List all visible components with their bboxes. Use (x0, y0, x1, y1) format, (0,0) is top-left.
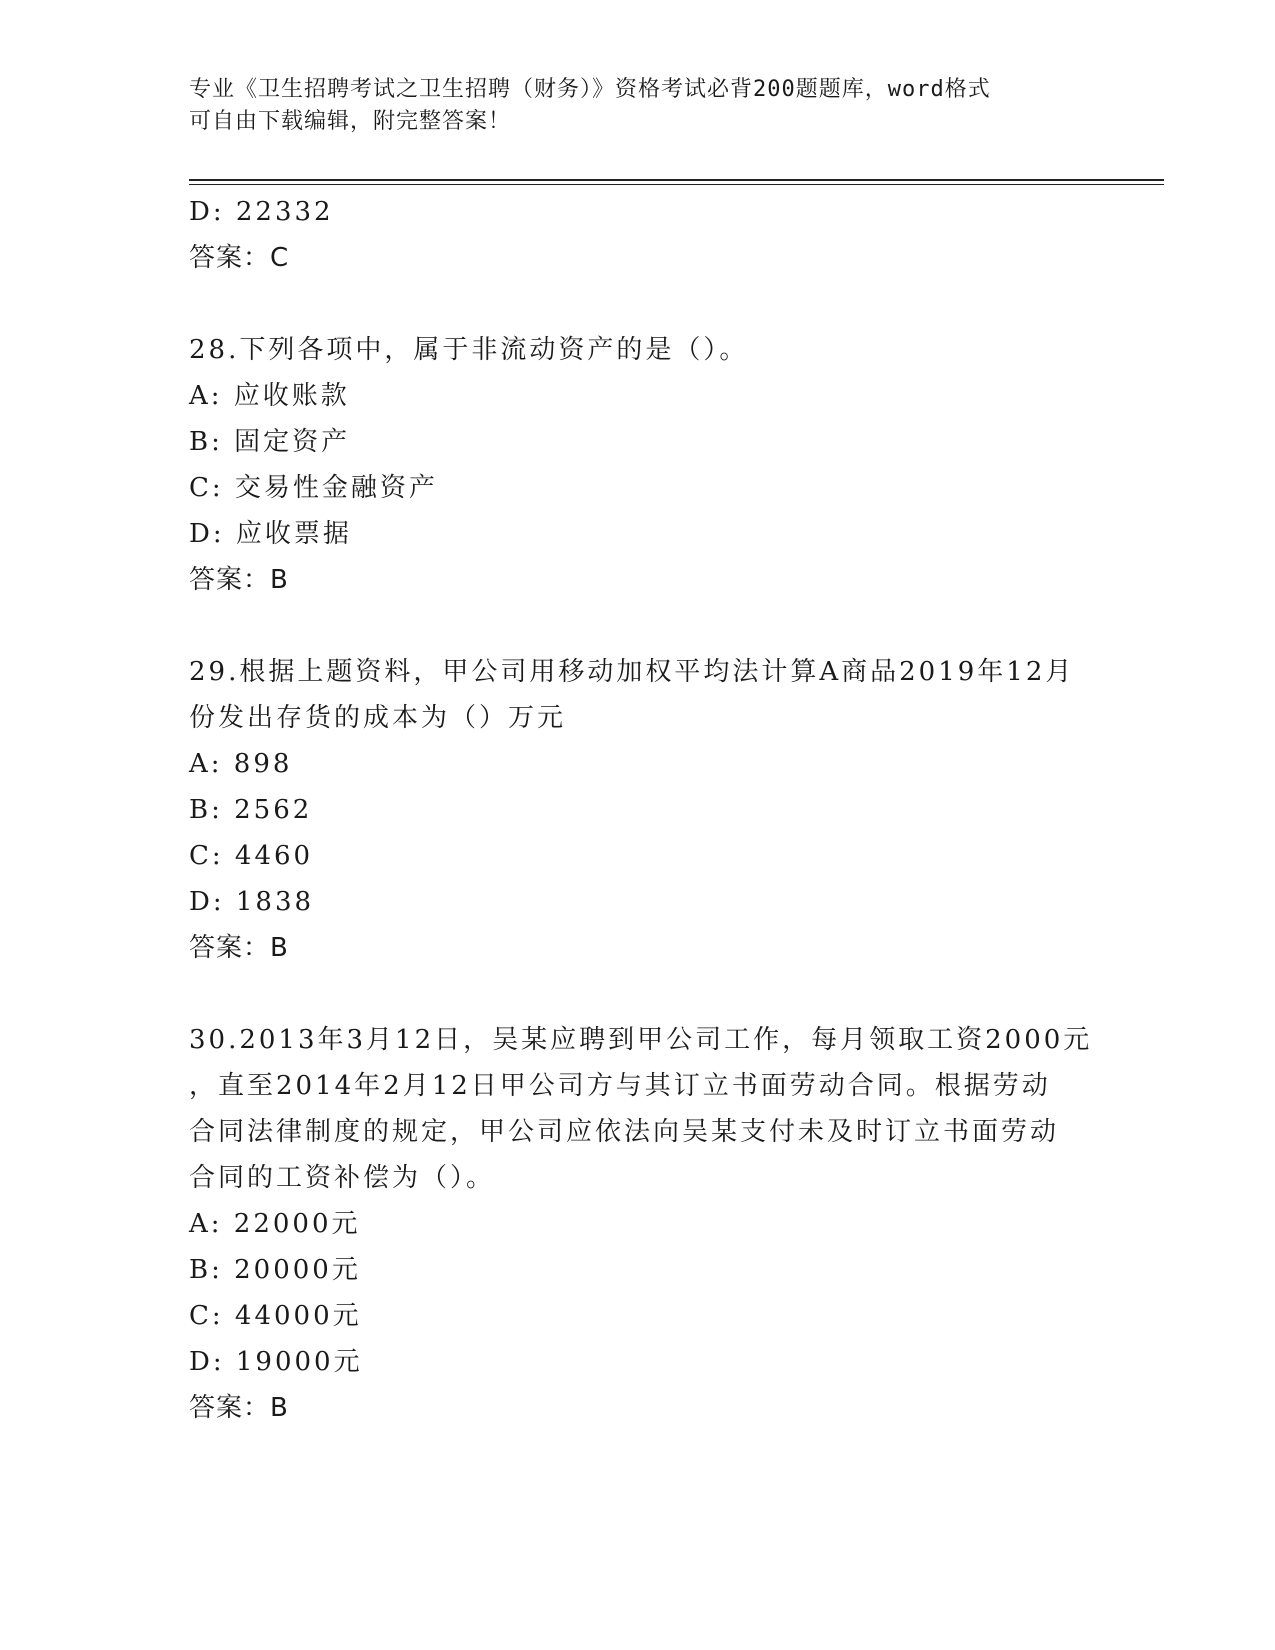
option-b: B: 2562 (189, 795, 313, 825)
question-29 (189, 649, 1089, 971)
option-b: B: 20000元 (189, 1255, 361, 1285)
document-header (189, 74, 1079, 138)
option-a: A: 22000元 (189, 1209, 361, 1239)
option-a: A: 应收账款 (189, 381, 350, 411)
spacer (189, 281, 1089, 327)
question-text: 28.下列各项中，属于非流动资产的是（）。 (189, 335, 749, 365)
header-divider-thick (189, 179, 1164, 181)
option-c: C: 交易性金融资产 (189, 473, 438, 503)
option-c: C: 4460 (189, 841, 314, 871)
question-30 (189, 1017, 1093, 1431)
answer-line: 答案：B (189, 565, 289, 595)
option-d: D: 19000元 (189, 1347, 363, 1377)
question-text-line-2: 份发出存货的成本为（）万元 (189, 703, 567, 733)
question-text-line-4: 合同的工资补偿为（）。 (189, 1163, 496, 1193)
option-a: A: 898 (189, 749, 293, 779)
question-text-line-3: 合同法律制度的规定，甲公司应依法向吴某支付未及时订立书面劳动 (189, 1117, 1060, 1147)
header-divider-thin (189, 184, 1164, 185)
answer-line: 答案：B (189, 1393, 289, 1423)
answer-line: 答案：C (189, 243, 290, 273)
option-c: C: 44000元 (189, 1301, 362, 1331)
question-text-line-1: 30.2013年3月12日，吴某应聘到甲公司工作，每月领取工资2000元 (189, 1025, 1093, 1055)
header-line-1: 专业《卫生招聘考试之卫生招聘（财务）》资格考试必背200题题库，word格式 (189, 77, 991, 102)
answer-line: 答案：B (189, 933, 289, 963)
option-d: D: 1838 (189, 887, 315, 917)
question-text-line-2: ，直至2014年2月12日甲公司方与其订立书面劳动合同。根据劳动 (189, 1071, 1051, 1101)
header-line-2: 可自由下载编辑，附完整答案！ (189, 109, 512, 134)
spacer (189, 971, 1089, 1017)
question-27 (189, 189, 1089, 281)
question-28 (189, 327, 1089, 603)
option-d: D: 应收票据 (189, 519, 352, 549)
spacer (189, 603, 1089, 649)
question-text-line-1: 29.根据上题资料，甲公司用移动加权平均法计算A商品2019年12月 (189, 657, 1075, 687)
option-d: D: 22332 (189, 197, 334, 227)
question-list (189, 189, 1093, 1431)
option-b: B: 固定资产 (189, 427, 351, 457)
